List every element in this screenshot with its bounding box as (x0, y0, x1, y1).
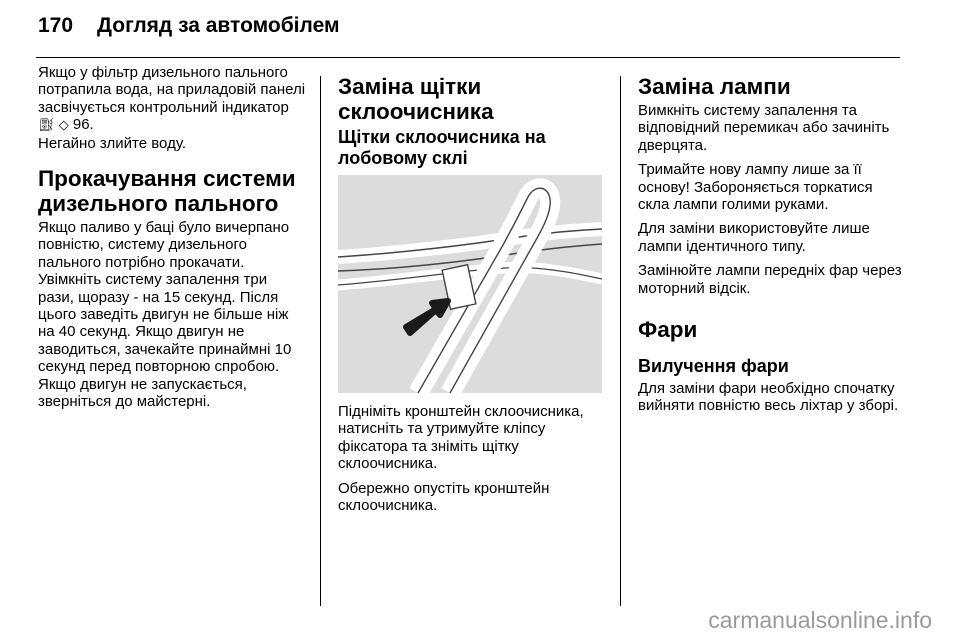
column-left (38, 64, 306, 418)
wiper-blade-heading: Заміна щітки склоочисника (338, 74, 494, 124)
headlight-removal-subheading: Вилучення фари (638, 356, 789, 377)
column-divider-2 (620, 76, 621, 606)
water-in-filter-paragraph: Якщо у фільтр дизельного пального потрапила вода, на приладовій панелі засвічується контрольний індикатор ⛽︎ ◇ 96. Негайно злийте воду. (38, 64, 306, 152)
bulb-paragraph-3: Для заміни використовуйте лише лампи ідентичного типу. (638, 220, 870, 255)
column-middle (338, 64, 606, 521)
drain-water-text: Негайно злийте воду. (38, 134, 186, 152)
fuel-bleed-heading: Прокачування системи дизельного пального (38, 166, 296, 217)
wiper-lower-paragraph: Обережно опустіть кронштейн склоочисника. (338, 479, 550, 515)
page-reference-icon: ◇ (58, 118, 69, 134)
wiper-blade-illustration (338, 175, 602, 393)
column-divider-1 (320, 76, 321, 606)
watermark: carmanualsonline.info (708, 607, 932, 633)
bulb-paragraph-1: Вимкніть систему запалення та відповідний перемикач або зачиніть дверцята. (638, 102, 890, 154)
column-right (638, 64, 906, 422)
bulb-paragraph-2: Тримайте нову лампу лише за її основу! Забороняється торкатися скла лампи голими руками. (638, 161, 873, 214)
fuel-filter-warning-icon: ⛽︎ (38, 118, 55, 134)
page-number: 170 (38, 14, 74, 37)
headlights-heading: Фари (638, 317, 698, 343)
page-header (38, 14, 340, 38)
bulb-replacement-heading: Заміна лампи (638, 74, 791, 99)
fuel-bleed-paragraph: Якщо паливо у баці було вичерпано повністю, систему дизельного пального потрібно прокачати. Увімкніть систему запалення три рази, щоразу - на 15 секунд. Після цього заведіть двигун не більше ніж на 40 секунд. Якщо двигун не заводиться, зачекайте принаймні 10 секунд перед повторною спробою. Якщо двигун не запускається, зверніться до майстерні. (38, 219, 292, 411)
header-rule (36, 57, 900, 58)
windscreen-wiper-subheading: Щітки склоочисника на лобовому склі (338, 127, 546, 168)
headlight-removal-paragraph: Для заміни фари необхідно спочатку вийняти повністю весь ліхтар у зборі. (638, 380, 899, 415)
bulb-paragraph-4: Замінюйте лампи передніх фар через моторний відсік. (638, 262, 902, 297)
page-title: Догляд за автомобілем (97, 14, 340, 37)
water-in-filter-text: Якщо у фільтр дизельного пального потрапила вода, на приладовій панелі засвічується контрольний індикатор (38, 64, 306, 116)
wiper-removal-paragraph: Підніміть кронштейн склоочисника, натисніть та утримуйте кліпсу фіксатора та зніміть щітку склоочисника. (338, 403, 584, 473)
page-reference-number[interactable]: 96 (72, 116, 90, 134)
